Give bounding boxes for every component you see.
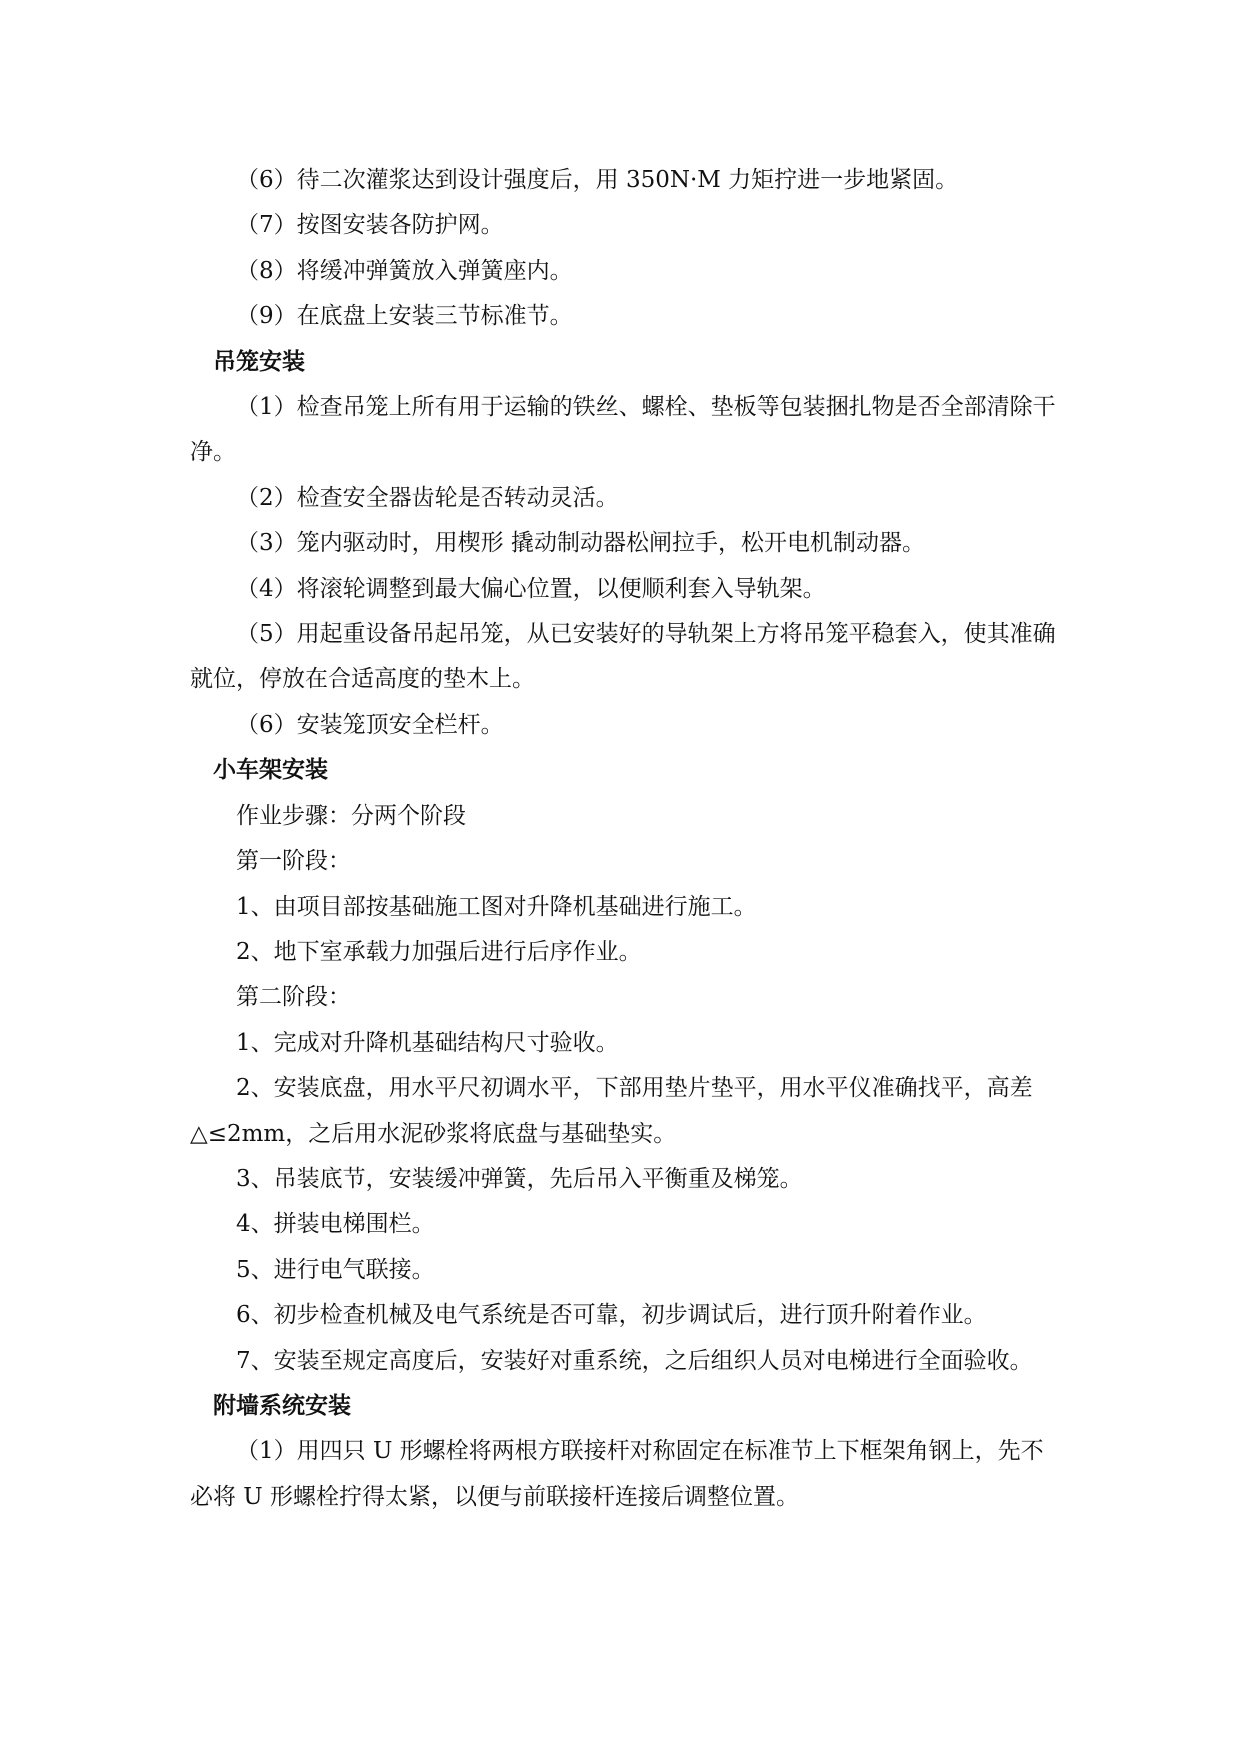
paragraph: 5、进行电气联接。 [236,1256,435,1283]
paragraph: （6）安装笼顶安全栏杆。 [236,711,504,738]
paragraph: 作业步骤：分两个阶段 [236,802,466,829]
section-heading: 吊笼安装 [213,348,305,375]
paragraph: （8）将缓冲弹簧放入弹簧座内。 [236,257,573,284]
paragraph: 第一阶段： [236,848,351,875]
paragraph: 1、完成对升降机基础结构尺寸验收。 [236,1029,619,1056]
paragraph: 1、由项目部按基础施工图对升降机基础进行施工。 [236,893,757,920]
paragraph: 4、拼装电梯围栏。 [236,1211,435,1238]
paragraph: （9）在底盘上安装三节标准节。 [236,303,573,330]
paragraph: 6、初步检查机械及电气系统是否可靠，初步调试后，进行顶升附着作业。 [236,1302,987,1329]
paragraph: （1）检查吊笼上所有用于运输的铁丝、螺栓、垫板等包装捆扎物是否全部清除干净。 [190,394,1056,466]
paragraph: （6）待二次灌浆达到设计强度后，用 350N·M 力矩拧进一步地紧固。 [236,167,959,193]
paragraph: （3）笼内驱动时，用楔形 撬动制动器松闸拉手，松开电机制动器。 [236,530,925,557]
paragraph: 7、安装至规定高度后，安装好对重系统，之后组织人员对电梯进行全面验收。 [236,1347,1033,1374]
paragraph: （2）检查安全器齿轮是否转动灵活。 [236,484,619,511]
section-heading: 小车架安装 [213,757,328,784]
document-body [190,158,1056,1520]
paragraph: 2、地下室承载力加强后进行后序作业。 [236,938,642,965]
paragraph: 3、吊装底节，安装缓冲弹簧，先后吊入平衡重及梯笼。 [236,1165,803,1192]
paragraph: （1）用四只 U 形螺栓将两根方联接杆对称固定在标准节上下框架角钢上，先不必将 U 形螺栓拧得太紧，以便与前联接杆连接后调整位置。 [190,1438,1044,1510]
paragraph: 2、安装底盘，用水平尺初调水平，下部用垫片垫平，用水平仪准确找平，高差 △≤2mm，之后用水泥砂浆将底盘与基础垫实。 [190,1075,1033,1147]
paragraph: （5）用起重设备吊起吊笼，从已安装好的导轨架上方将吊笼平稳套入，使其准确就位，停放在合适高度的垫木上。 [190,621,1056,693]
paragraph: （4）将滚轮调整到最大偏心位置，以便顺利套入导轨架。 [236,575,826,602]
paragraph: 第二阶段： [236,984,351,1011]
section-heading: 附墙系统安装 [213,1392,351,1419]
paragraph: （7）按图安装各防护网。 [236,212,504,239]
